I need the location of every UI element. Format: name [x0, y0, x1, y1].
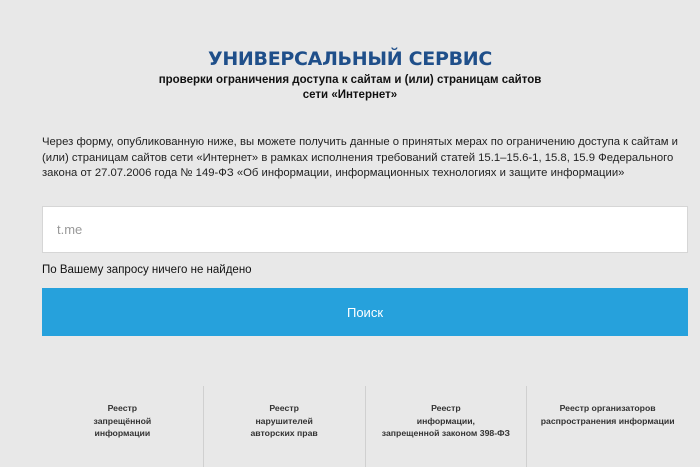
intro-text: Через форму, опубликованную ниже, вы можете получить данные о принятых мерах по ограничению доступа к сайтам и (или) страницам сайтов сети «Интернет» в рамках исполнения требований статей 15.1–15.6-1, 15.8, 15.9 Федерального закона от 27.07.2006 года № 149-ФЗ «Об информации, информационных технологиях и защите информации» — [42, 136, 678, 179]
search-status-message: По Вашему запросу ничего не найдено — [42, 264, 252, 276]
search-button[interactable]: Поиск — [42, 288, 688, 336]
search-field[interactable] — [42, 206, 688, 253]
page-header — [0, 0, 700, 103]
subtitle-line-2: сети «Интернет» — [302, 89, 398, 101]
page-subtitle — [0, 73, 700, 103]
subtitle-line-1: проверки ограничения доступа к сайтам и (или) страницам сайтов — [158, 74, 542, 86]
page-title: УНИВЕРСАЛЬНЫЙ СЕРВИС — [207, 48, 493, 70]
search-input[interactable] — [43, 207, 687, 252]
registry-link-copyright-violators[interactable]: Реестр нарушителей авторских прав — [204, 386, 366, 467]
registry-link-info-distributors[interactable]: Реестр организаторов распространения информации — [540, 403, 675, 426]
registry-links — [42, 386, 688, 467]
registry-link-398-fz[interactable]: Реестр информации, запрещенной законом 398-ФЗ — [366, 386, 528, 467]
registry-link-prohibited-info[interactable]: Реестр запрещённой информации — [42, 386, 204, 467]
